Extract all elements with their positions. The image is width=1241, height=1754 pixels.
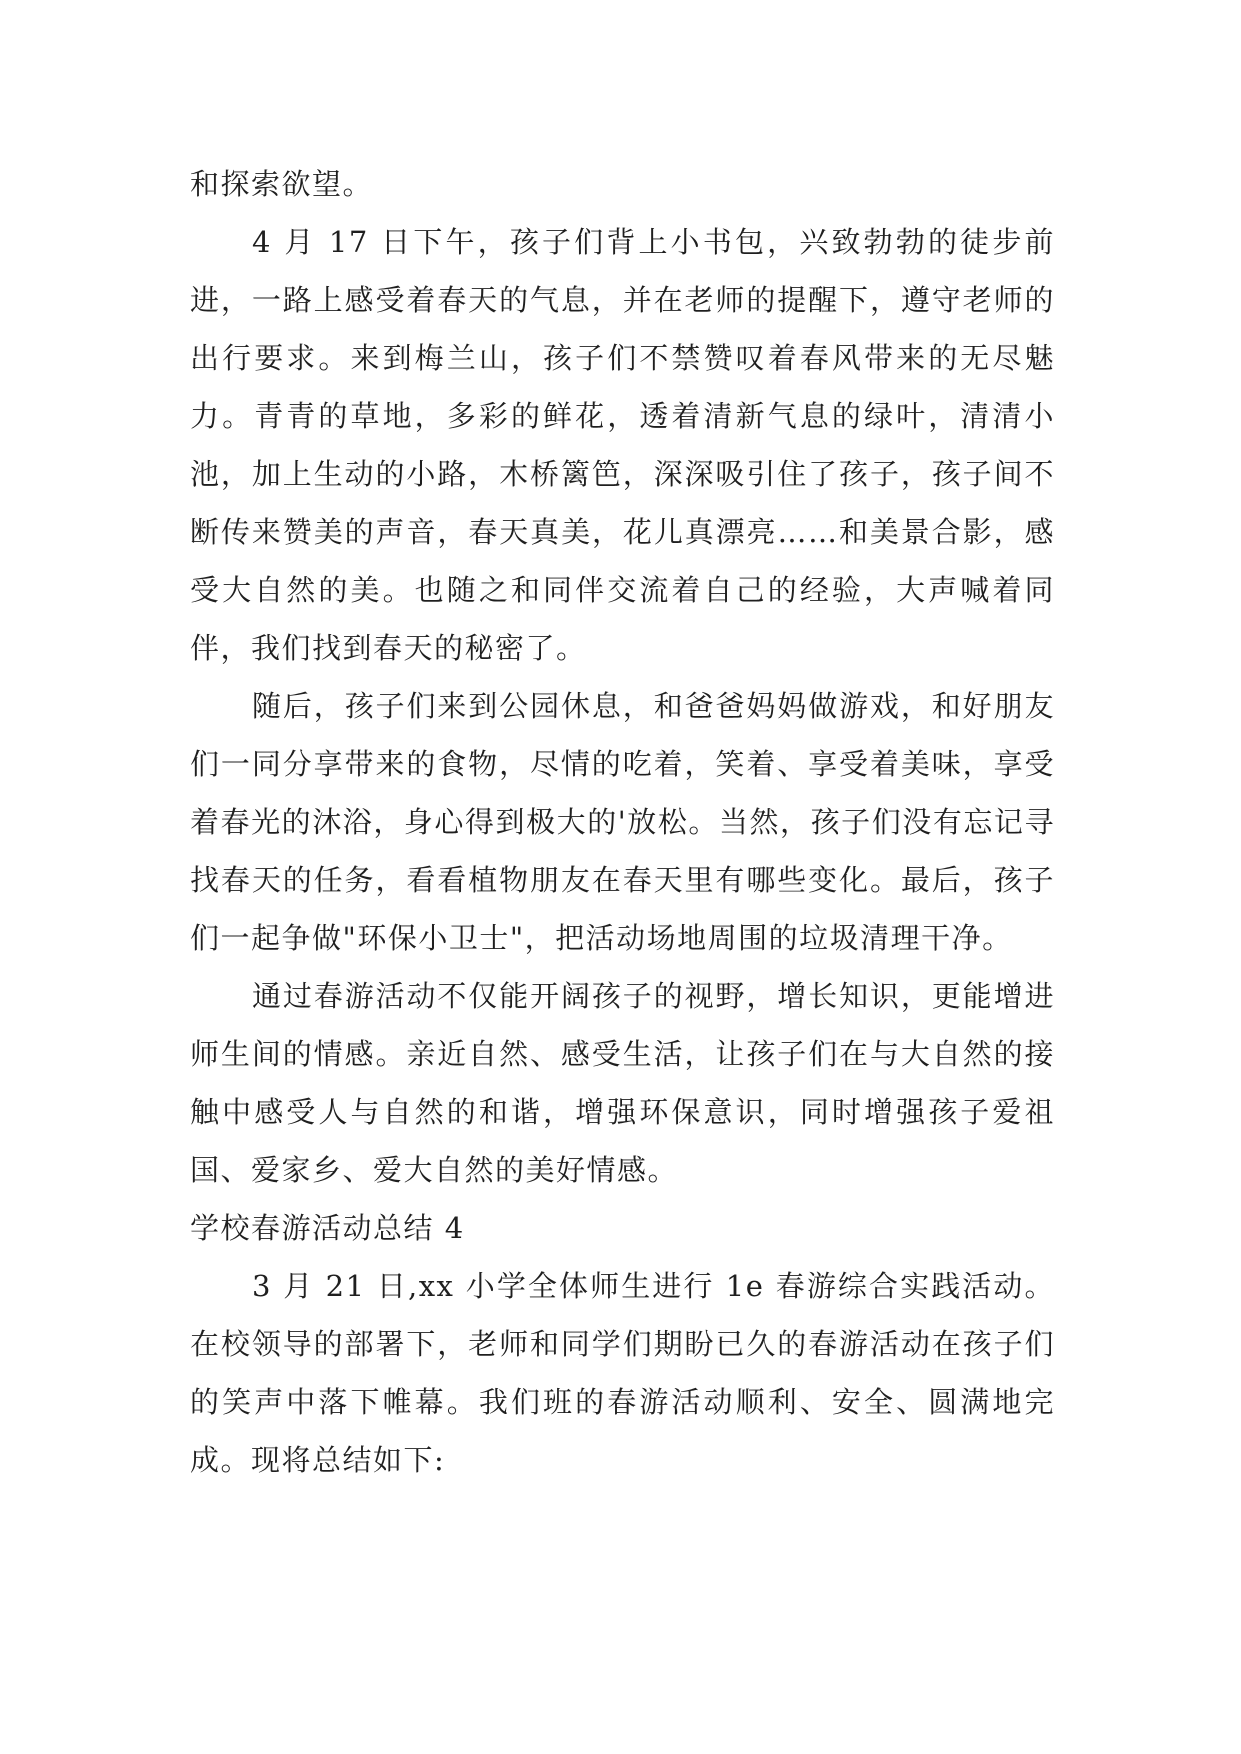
paragraph-park-rest: 随后，孩子们来到公园休息，和爸爸妈妈做游戏，和好朋友们一同分享带来的食物，尽情的吃着，笑着、享受着美味，享受着春光的沐浴，身心得到极大的'放松。当然，孩子们没有忘记寻找春天的任务，看看植物朋友在春天里有哪些变化。最后，孩子们一起争做"环保小卫士"，把活动场地周围的垃圾清理干净。 xyxy=(190,689,1055,955)
paragraph-continuation: 和探索欲望。 xyxy=(190,167,374,201)
section-heading: 学校春游活动总结 4 xyxy=(190,1211,465,1245)
document-body xyxy=(190,155,1055,1489)
paragraph-spring-walk: 4 月 17 日下午，孩子们背上小书包，兴致勃勃的徒步前进，一路上感受着春天的气息，并在老师的提醒下，遵守老师的出行要求。来到梅兰山，孩子们不禁赞叹着春风带来的无尽魅力。青青的草地，多彩的鲜花，透着清新气息的绿叶，清清小池，加上生动的小路，木桥篱笆，深深吸引住了孩子，孩子间不断传来赞美的声音，春天真美，花儿真漂亮……和美景合影，感受大自然的美。也随之和同伴交流着自己的经验，大声喊着同伴，我们找到春天的秘密了。 xyxy=(190,225,1055,665)
paragraph-summary-intro: 3 月 21 日,xx 小学全体师生进行 1e 春游综合实践活动。在校领导的部署下，老师和同学们期盼已久的春游活动在孩子们的笑声中落下帷幕。我们班的春游活动顺利、安全、圆满地完成。现将总结如下: xyxy=(190,1269,1055,1477)
paragraph-conclusion: 通过春游活动不仅能开阔孩子的视野，增长知识，更能增进师生间的情感。亲近自然、感受生活，让孩子们在与大自然的接触中感受人与自然的和谐，增强环保意识，同时增强孩子爱祖国、爱家乡、爱大自然的美好情感。 xyxy=(190,979,1055,1187)
